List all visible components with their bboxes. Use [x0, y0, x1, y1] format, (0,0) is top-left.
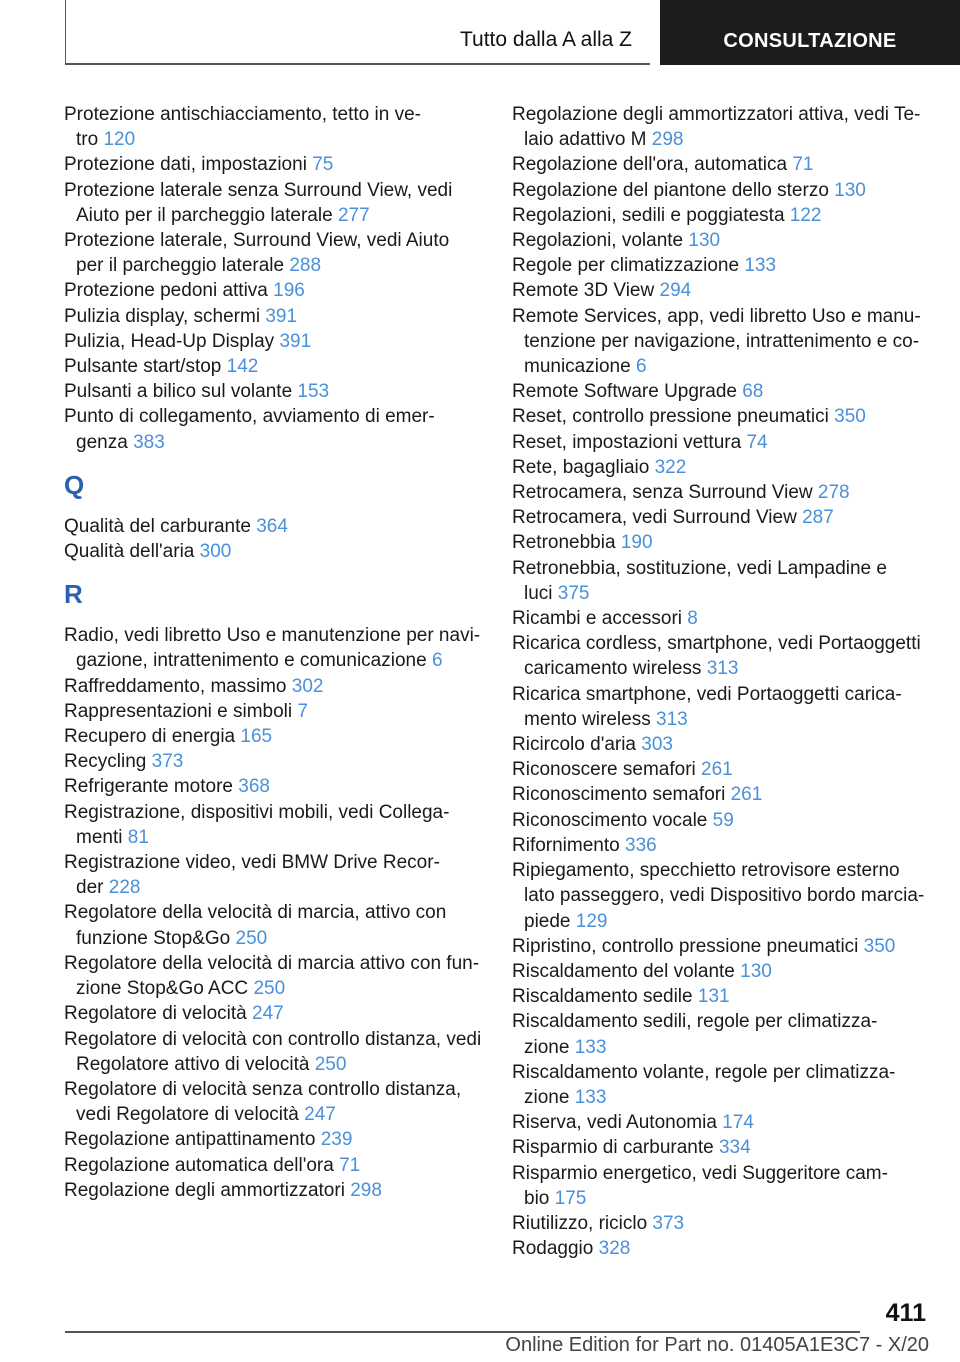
page-reference-link[interactable]: 250: [253, 978, 286, 1000]
page-reference-link[interactable]: 277: [337, 204, 370, 226]
page-reference-link[interactable]: 130: [834, 179, 866, 201]
index-entry-continuation: bio: [524, 1187, 550, 1209]
index-entry: [64, 951, 484, 1001]
index-entry-text: Regolazione dell'ora, automatica: [512, 154, 788, 176]
index-entry: [64, 800, 484, 850]
index-entry-text: Regolazioni, volante: [512, 230, 684, 252]
page-reference-link[interactable]: 287: [802, 507, 834, 529]
index-entry: [512, 682, 932, 732]
index-entry: [512, 1110, 932, 1135]
index-entry: [512, 934, 932, 959]
index-entry-text: Riconoscere semafori: [512, 759, 696, 781]
index-entry-continuation: zione: [524, 1036, 570, 1058]
page-reference-link[interactable]: 133: [574, 1036, 607, 1058]
page-reference-link[interactable]: 190: [620, 532, 653, 554]
index-entry-text: Riserva, vedi Autonomia: [512, 1112, 717, 1134]
page-reference-link[interactable]: 375: [557, 582, 590, 604]
index-entry: [64, 724, 484, 749]
page-reference-link[interactable]: 153: [297, 381, 330, 403]
index-entry-continuation: piede: [524, 910, 571, 932]
index-entry: [512, 228, 932, 253]
index-entry: [512, 1060, 932, 1110]
index-entry-continuation: lato passeggero, vedi Dispositivo bordo marcia-: [524, 885, 925, 907]
index-entry: [64, 900, 484, 950]
index-entry-continuation: menti: [76, 826, 123, 848]
index-entry-continuation: laio adattivo M: [524, 129, 647, 151]
index-entry-text: Ripiegamento, specchietto retrovisore esterno: [512, 860, 900, 882]
index-entry: [64, 1077, 484, 1127]
index-entry: [64, 304, 484, 329]
page-reference-link[interactable]: 261: [730, 784, 763, 806]
index-entry-text: Rete, bagagliaio: [512, 456, 650, 478]
index-entry: [64, 850, 484, 900]
index-entry: [64, 329, 484, 354]
page-reference-link[interactable]: 6: [431, 650, 443, 672]
index-entry: [64, 1127, 484, 1152]
page-reference-link[interactable]: 81: [127, 826, 149, 848]
index-entry-text: Riconoscimento vocale: [512, 809, 708, 831]
index-entry-text: Punto di collegamento, avviamento di emer-: [64, 406, 435, 428]
page-reference-link[interactable]: 142: [226, 356, 259, 378]
page-reference-link[interactable]: 391: [265, 305, 298, 327]
index-entry: [512, 606, 932, 631]
page-reference-link[interactable]: 313: [706, 658, 739, 680]
index-entry-text: Riutilizzo, riciclo: [512, 1212, 648, 1234]
index-column-right: [512, 102, 932, 1261]
page-reference-link[interactable]: 228: [108, 877, 141, 899]
index-entry-text: Raffreddamento, massimo: [64, 675, 287, 697]
page-reference-link[interactable]: 294: [659, 280, 692, 302]
index-entry-text: Protezione laterale senza Surround View, vedi: [64, 179, 453, 201]
index-entry: [64, 674, 484, 699]
index-entry: [512, 808, 932, 833]
page-reference-link[interactable]: 129: [575, 910, 608, 932]
section-title: Tutto dalla A alla Z: [460, 28, 632, 51]
index-entry-text: Protezione laterale, Surround View, vedi Aiuto: [64, 230, 450, 252]
index-entry-text: Regolazioni, sedili e poggiatesta: [512, 204, 785, 226]
index-entry-text: Riscaldamento sedili, regole per climatizza-: [512, 1011, 878, 1033]
index-entry-text: Rodaggio: [512, 1238, 594, 1260]
page-reference-link[interactable]: 322: [654, 456, 687, 478]
index-entry-text: Pulizia, Head-Up Display: [64, 330, 275, 352]
page-reference-link[interactable]: 130: [688, 230, 721, 252]
index-entry-text: Protezione pedoni attiva: [64, 280, 268, 302]
index-entry-text: Reset, controllo pressione pneumatici: [512, 406, 829, 428]
index-entry-text: Regole per climatizzazione: [512, 255, 740, 277]
index-entry: [64, 699, 484, 724]
page-reference-link[interactable]: 391: [279, 330, 312, 352]
page-reference-link[interactable]: 300: [199, 541, 232, 563]
index-entry-text: Remote 3D View: [512, 280, 655, 302]
index-entry: [64, 1001, 484, 1026]
index-entry: [512, 1135, 932, 1160]
index-entry-text: Pulsanti a bilico sul volante: [64, 381, 293, 403]
index-entry: [512, 1161, 932, 1211]
page-reference-link[interactable]: 133: [744, 255, 777, 277]
index-entry: [512, 1211, 932, 1236]
index-entry-text: Risparmio energetico, vedi Suggeritore cam-: [512, 1162, 888, 1184]
index-entry: [64, 1027, 484, 1077]
index-entry-text: Regolatore di velocità senza controllo distanza,: [64, 1078, 462, 1100]
index-entry-text: Riscaldamento sedile: [512, 986, 693, 1008]
index-entry-text: Qualità del carburante: [64, 515, 251, 537]
index-entry: [512, 430, 932, 455]
index-entry-text: Regolatore di velocità con controllo distanza, vedi: [64, 1028, 482, 1050]
index-entry-text: Pulizia display, schermi: [64, 305, 261, 327]
index-entry-continuation: der: [76, 877, 104, 899]
page-reference-link[interactable]: 6: [635, 356, 647, 378]
index-entry-text: Retronebbia, sostituzione, vedi Lampadine e: [512, 557, 887, 579]
index-entry: [64, 379, 484, 404]
chapter-tab: [660, 0, 960, 65]
page-reference-link[interactable]: 8: [687, 608, 698, 630]
index-entry-continuation: zione: [524, 1086, 570, 1108]
page-reference-link[interactable]: 122: [789, 204, 822, 226]
page-reference-link[interactable]: 261: [701, 759, 733, 781]
index-entry-text: Rifornimento: [512, 834, 620, 856]
index-entry-continuation: per il parcheggio laterale: [76, 255, 285, 277]
index-entry: [64, 152, 484, 177]
index-entry-text: Regolatore della velocità di marcia, attivo con: [64, 902, 447, 924]
index-entry-text: Riconoscimento semafori: [512, 784, 726, 806]
index-entry: [64, 514, 484, 539]
index-entry-text: Rappresentazioni e simboli: [64, 700, 293, 722]
index-entry: [512, 858, 932, 934]
index-entry-text: Regolazione automatica dell'ora: [64, 1154, 334, 1176]
index-entry: [64, 102, 484, 152]
index-entry-continuation: funzione Stop&Go: [76, 927, 231, 949]
index-column-left: [64, 102, 484, 1203]
index-entry-continuation: tenzione per navigazione, intrattenimento e co-: [524, 330, 920, 352]
page-reference-link[interactable]: 373: [151, 751, 184, 773]
index-entry-text: Retrocamera, vedi Surround View: [512, 507, 797, 529]
index-entry-continuation: tro: [76, 129, 99, 151]
index-entry-continuation: municazione: [524, 356, 631, 378]
index-entry: [512, 203, 932, 228]
index-entry-text: Ricarica cordless, smartphone, vedi Portaoggetti: [512, 633, 921, 655]
index-entry-text: Riscaldamento del volante: [512, 960, 735, 982]
page-reference-link[interactable]: 247: [252, 1003, 284, 1025]
index-entry: [512, 959, 932, 984]
index-entry-continuation: luci: [524, 582, 553, 604]
index-entry-text: Remote Services, app, vedi libretto Uso e manu-: [512, 305, 921, 327]
page-reference-link[interactable]: 364: [256, 515, 288, 537]
index-entry: [512, 530, 932, 555]
page-reference-link[interactable]: 328: [598, 1238, 631, 1260]
header-rule-bottom: [65, 63, 650, 65]
index-entry-text: Protezione dati, impostazioni: [64, 154, 307, 176]
index-entry: [512, 304, 932, 380]
page-reference-link[interactable]: 131: [697, 986, 730, 1008]
index-entry-continuation: caricamento wireless: [524, 658, 702, 680]
page-reference-link[interactable]: 68: [742, 381, 764, 403]
index-entry-text: Regolazione antipattinamento: [64, 1129, 316, 1151]
index-entry: [64, 749, 484, 774]
index-entry-text: Regolazione del piantone dello sterzo: [512, 179, 829, 201]
page-reference-link[interactable]: 298: [350, 1179, 382, 1201]
index-entry-text: Pulsante start/stop: [64, 356, 222, 378]
index-entry-text: Regolatore della velocità di marcia attivo con fun-: [64, 952, 480, 974]
index-entry-text: Ricambi e accessori: [512, 608, 682, 630]
index-entry: [512, 102, 932, 152]
footer-rule: [65, 1331, 860, 1333]
page-reference-link[interactable]: 7: [297, 700, 308, 722]
index-entry-text: Registrazione video, vedi BMW Drive Recor-: [64, 852, 440, 874]
page-reference-link[interactable]: 71: [792, 154, 814, 176]
page-reference-link[interactable]: 239: [320, 1129, 353, 1151]
page-reference-link[interactable]: 383: [133, 431, 165, 453]
index-entry-continuation: Aiuto per il parcheggio laterale: [76, 204, 333, 226]
page-reference-link[interactable]: 336: [625, 834, 657, 856]
page-reference-link[interactable]: 196: [273, 280, 305, 302]
index-entry: [512, 1009, 932, 1059]
index-entry-text: Registrazione, dispositivi mobili, vedi Collega-: [64, 801, 450, 823]
page-reference-link[interactable]: 175: [554, 1187, 587, 1209]
page-reference-link[interactable]: 302: [291, 675, 324, 697]
page-reference-link[interactable]: 59: [712, 809, 734, 831]
page-reference-link[interactable]: 368: [238, 776, 270, 798]
index-entry: [512, 757, 932, 782]
index-entry: [512, 505, 932, 530]
index-entry-text: Regolatore di velocità: [64, 1003, 247, 1025]
index-entry-text: Remote Software Upgrade: [512, 381, 737, 403]
page-reference-link[interactable]: 120: [103, 129, 136, 151]
index-entry: [64, 539, 484, 564]
index-entry: [512, 404, 932, 429]
index-entry: [64, 774, 484, 799]
index-entry: [512, 278, 932, 303]
index-entry: [512, 732, 932, 757]
index-entry: [512, 152, 932, 177]
page-reference-link[interactable]: 278: [817, 482, 850, 504]
index-entry-text: Retrocamera, senza Surround View: [512, 482, 813, 504]
page-reference-link[interactable]: 313: [656, 708, 688, 730]
index-entry-text: Reset, impostazioni vettura: [512, 431, 742, 453]
index-entry: [512, 178, 932, 203]
index-entry: [64, 178, 484, 228]
index-entry-text: Protezione antischiacciamento, tetto in ve-: [64, 104, 421, 125]
index-entry-continuation: genza: [76, 431, 128, 453]
index-entry-text: Riscaldamento volante, regole per climatizza-: [512, 1061, 896, 1083]
index-letter-heading: R: [64, 579, 83, 610]
index-entry: [64, 1153, 484, 1178]
page-reference-link[interactable]: 74: [746, 431, 768, 453]
index-entry: [512, 379, 932, 404]
page-number: 411: [885, 1299, 926, 1327]
index-entry: [64, 623, 484, 673]
page-reference-link[interactable]: 174: [722, 1112, 754, 1134]
page-reference-link[interactable]: 71: [339, 1154, 361, 1176]
page-reference-link[interactable]: 250: [314, 1053, 347, 1075]
page-reference-link[interactable]: 303: [641, 734, 673, 756]
page-reference-link[interactable]: 133: [574, 1086, 607, 1108]
index-entry: [512, 782, 932, 807]
index-entry-text: Ricarica smartphone, vedi Portaoggetti carica-: [512, 683, 902, 705]
index-entry: [512, 631, 932, 681]
index-entry: [512, 455, 932, 480]
index-entry: [512, 253, 932, 278]
index-entry-continuation: mento wireless: [524, 708, 651, 730]
index-entry-text: Retronebbia: [512, 532, 616, 554]
index-letter-heading: Q: [64, 469, 85, 500]
page-reference-link[interactable]: 250: [235, 927, 268, 949]
index-entry-text: Ricircolo d'aria: [512, 734, 637, 756]
index-entry-text: Recupero di energia: [64, 726, 236, 748]
index-entry: [512, 984, 932, 1009]
index-entry-continuation: gazione, intrattenimento e comunicazione: [76, 650, 427, 672]
header-rule-left: [65, 0, 66, 63]
index-entry: [64, 354, 484, 379]
index-entry: [512, 833, 932, 858]
chapter-tab-label: CONSULTAZIONE: [723, 30, 897, 52]
index-entry-continuation: zione Stop&Go ACC: [76, 978, 249, 1000]
page-reference-link[interactable]: 165: [240, 726, 273, 748]
page-reference-link[interactable]: 288: [289, 255, 322, 277]
index-entry-text: Ripristino, controllo pressione pneumatici: [512, 935, 859, 957]
page-reference-link[interactable]: 350: [863, 935, 896, 957]
index-entry-text: Radio, vedi libretto Uso e manutenzione per navi-: [64, 625, 481, 647]
index-entry-text: Recycling: [64, 751, 147, 773]
index-entry-continuation: vedi Regolatore di velocità: [76, 1104, 299, 1126]
index-entry-text: Risparmio di carburante: [512, 1137, 714, 1159]
page-reference-link[interactable]: 334: [718, 1137, 751, 1159]
index-entry: [64, 228, 484, 278]
index-entry: [64, 404, 484, 454]
index-entry: [512, 556, 932, 606]
index-entry-text: Regolazione degli ammortizzatori attiva, vedi Te-: [512, 104, 921, 125]
index-entry-text: Qualità dell'aria: [64, 541, 195, 563]
page-reference-link[interactable]: 298: [651, 129, 684, 151]
index-entry-text: Regolazione degli ammortizzatori: [64, 1179, 345, 1201]
page-reference-link[interactable]: 75: [312, 154, 334, 176]
page-reference-link[interactable]: 373: [652, 1212, 685, 1234]
page-reference-link[interactable]: 247: [304, 1104, 336, 1126]
index-entry-text: Refrigerante motore: [64, 776, 233, 798]
index-entry: [64, 278, 484, 303]
page-reference-link[interactable]: 130: [740, 960, 772, 982]
index-entry: [512, 480, 932, 505]
index-entry: [512, 1236, 932, 1261]
edition-note: Online Edition for Part no. 01405A1E3C7 - X/20: [505, 1334, 929, 1356]
index-entry-continuation: Regolatore attivo di velocità: [76, 1053, 310, 1075]
index-entry: [64, 1178, 484, 1203]
page-reference-link[interactable]: 350: [834, 406, 866, 428]
